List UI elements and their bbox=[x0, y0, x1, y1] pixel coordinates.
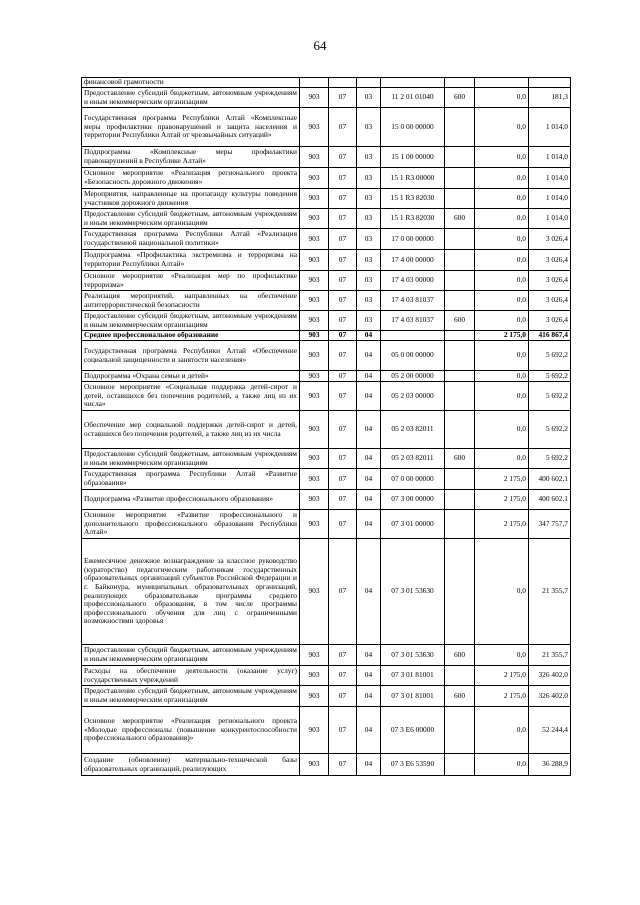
row-csr-cell: 07 3 E6 53590 bbox=[381, 754, 445, 776]
row-pr-cell: 04 bbox=[357, 490, 381, 510]
row-name-cell: финансовой грамотности bbox=[82, 78, 300, 88]
table-row bbox=[82, 291, 571, 311]
row-csr-cell: 05 2 03 82011 bbox=[381, 449, 445, 469]
row-pr-cell: 03 bbox=[357, 229, 381, 250]
row-csr-cell: 11 2 01 01040 bbox=[381, 88, 445, 108]
row-sum2-cell: 5 692,2 bbox=[529, 382, 571, 411]
row-sum2-cell: 5 692,2 bbox=[529, 449, 571, 469]
row-sum1-cell: 0,0 bbox=[475, 645, 529, 666]
row-vr-cell bbox=[445, 382, 475, 411]
table-row bbox=[82, 250, 571, 271]
row-name-cell: Подпрограмма «Профилактика экстремизма и терроризма на территории Республики Алтай» bbox=[82, 250, 300, 271]
table-row bbox=[82, 754, 571, 776]
row-pr-cell: 04 bbox=[357, 510, 381, 539]
row-sum1-cell: 0,0 bbox=[475, 291, 529, 311]
row-ved-cell: 903 bbox=[300, 754, 329, 776]
row-pr-cell: 03 bbox=[357, 291, 381, 311]
row-ved-cell: 903 bbox=[300, 382, 329, 411]
row-sum2-cell: 3 026,4 bbox=[529, 271, 571, 291]
row-rz-cell: 07 bbox=[329, 229, 357, 250]
row-vr-cell: 600 bbox=[445, 209, 475, 229]
table-row bbox=[82, 168, 571, 189]
row-ved-cell: 903 bbox=[300, 707, 329, 754]
row-pr-cell: 04 bbox=[357, 686, 381, 707]
row-sum2-cell: 347 757,7 bbox=[529, 510, 571, 539]
row-rz-cell: 07 bbox=[329, 209, 357, 229]
row-name-cell: Подпрограмма «Развитие профессионального образования» bbox=[82, 490, 300, 510]
row-pr-cell: 03 bbox=[357, 271, 381, 291]
row-rz-cell: 07 bbox=[329, 449, 357, 469]
row-vr-cell bbox=[445, 539, 475, 645]
row-ved-cell: 903 bbox=[300, 666, 329, 686]
row-rz-cell: 07 bbox=[329, 147, 357, 168]
row-pr-cell: 04 bbox=[357, 371, 381, 382]
row-name-cell: Расходы на обеспечение деятельности (оказание услуг) государственных учреждений bbox=[82, 666, 300, 686]
row-pr-cell: 03 bbox=[357, 189, 381, 209]
row-csr-cell: 05 2 00 00000 bbox=[381, 371, 445, 382]
row-vr-cell bbox=[445, 510, 475, 539]
row-ved-cell: 903 bbox=[300, 331, 329, 341]
row-rz-cell: 07 bbox=[329, 686, 357, 707]
row-sum1-cell: 2 175,0 bbox=[475, 666, 529, 686]
row-sum2-cell: 416 867,4 bbox=[529, 331, 571, 341]
table-row bbox=[82, 645, 571, 666]
row-pr-cell: 04 bbox=[357, 645, 381, 666]
row-csr-cell: 07 0 00 00000 bbox=[381, 469, 445, 490]
row-sum1-cell: 0,0 bbox=[475, 88, 529, 108]
row-ved-cell: 903 bbox=[300, 645, 329, 666]
table-row bbox=[82, 147, 571, 168]
table-row bbox=[82, 331, 571, 341]
row-pr-cell: 04 bbox=[357, 754, 381, 776]
budget-table bbox=[81, 77, 571, 776]
page-number: 64 bbox=[313, 38, 327, 53]
row-sum1-cell: 2 175,0 bbox=[475, 331, 529, 341]
row-name-cell: Реализация мероприятий, направленных на обеспечение антитеррористической безопасности bbox=[82, 291, 300, 311]
budget-table-body bbox=[82, 78, 571, 776]
row-csr-cell: 07 3 01 81001 bbox=[381, 666, 445, 686]
row-name-cell: Основное мероприятие «Реализация мер по профилактике терроризма» bbox=[82, 271, 300, 291]
row-vr-cell bbox=[445, 229, 475, 250]
row-ved-cell: 903 bbox=[300, 108, 329, 147]
row-sum1-cell: 0,0 bbox=[475, 754, 529, 776]
row-csr-cell: 05 2 03 00000 bbox=[381, 382, 445, 411]
row-sum2-cell: 5 692,2 bbox=[529, 371, 571, 382]
row-name-cell: Основное мероприятие «Развитие профессионального и дополнительного профессионального образования Республики Алтай» bbox=[82, 510, 300, 539]
table-row bbox=[82, 686, 571, 707]
row-sum1-cell: 0,0 bbox=[475, 707, 529, 754]
row-sum1-cell: 0,0 bbox=[475, 229, 529, 250]
row-sum2-cell: 400 602,1 bbox=[529, 469, 571, 490]
row-sum2-cell: 400 602,1 bbox=[529, 490, 571, 510]
row-sum2-cell: 1 014,0 bbox=[529, 209, 571, 229]
row-name-cell: Предоставление субсидий бюджетным, автономным учреждениям и иным некоммерческим организациям bbox=[82, 645, 300, 666]
row-csr-cell: 15 1 R3 82030 bbox=[381, 209, 445, 229]
row-ved-cell: 903 bbox=[300, 189, 329, 209]
row-csr-cell: 15 1 R3 82030 bbox=[381, 189, 445, 209]
row-sum1-cell: 0,0 bbox=[475, 539, 529, 645]
row-rz-cell: 07 bbox=[329, 311, 357, 331]
row-name-cell: Ежемесячное денежное вознаграждение за классное руководство (кураторство) педагогическим работникам государственных образовательных организаций субъектов Российской Федерации и г. Байконура, муниципальных образовательных организаций, реализующих образовательные программы среднего профессионального образования, в том числе программы профессионального обучения для лиц с ограниченными возможностями здоровья bbox=[82, 539, 300, 645]
row-pr-cell: 04 bbox=[357, 469, 381, 490]
row-vr-cell: 600 bbox=[445, 449, 475, 469]
row-rz-cell: 07 bbox=[329, 371, 357, 382]
row-ved-cell bbox=[300, 78, 329, 88]
table-row bbox=[82, 209, 571, 229]
row-ved-cell: 903 bbox=[300, 88, 329, 108]
row-sum2-cell: 3 026,4 bbox=[529, 311, 571, 331]
row-name-cell: Создание (обновление) материально-технической базы образовательных организаций, реализующих bbox=[82, 754, 300, 776]
row-pr-cell bbox=[357, 78, 381, 88]
row-name-cell: Подпрограмма «Охрана семьи и детей» bbox=[82, 371, 300, 382]
row-sum1-cell: 0,0 bbox=[475, 147, 529, 168]
row-sum2-cell: 52 244,4 bbox=[529, 707, 571, 754]
table-row bbox=[82, 88, 571, 108]
row-sum2-cell: 326 402,0 bbox=[529, 666, 571, 686]
row-csr-cell: 07 3 01 81001 bbox=[381, 686, 445, 707]
row-name-cell: Основное мероприятие «Реализация регионального проекта «Молодые профессионалы (повышение конкурентоспособности профессионального образования)» bbox=[82, 707, 300, 754]
row-sum1-cell: 0,0 bbox=[475, 250, 529, 271]
row-name-cell: Среднее профессиональное образование bbox=[82, 331, 300, 341]
row-pr-cell: 03 bbox=[357, 108, 381, 147]
row-rz-cell bbox=[329, 78, 357, 88]
row-ved-cell: 903 bbox=[300, 291, 329, 311]
row-vr-cell: 600 bbox=[445, 311, 475, 331]
row-csr-cell: 07 3 E6 00000 bbox=[381, 707, 445, 754]
row-vr-cell bbox=[445, 168, 475, 189]
row-sum2-cell: 1 014,0 bbox=[529, 147, 571, 168]
row-vr-cell bbox=[445, 371, 475, 382]
row-name-cell: Государственная программа Республики Алтай «Реализация государственной национальной политики» bbox=[82, 229, 300, 250]
row-name-cell: Предоставление субсидий бюджетным, автономным учреждениям и иным некоммерческим организациям bbox=[82, 209, 300, 229]
row-sum1-cell: 0,0 bbox=[475, 341, 529, 371]
table-row bbox=[82, 229, 571, 250]
row-vr-cell bbox=[445, 250, 475, 271]
row-pr-cell: 04 bbox=[357, 449, 381, 469]
row-csr-cell: 17 0 00 00000 bbox=[381, 229, 445, 250]
table-row bbox=[82, 666, 571, 686]
row-ved-cell: 903 bbox=[300, 168, 329, 189]
row-vr-cell bbox=[445, 490, 475, 510]
row-vr-cell bbox=[445, 108, 475, 147]
row-sum2-cell: 3 026,4 bbox=[529, 229, 571, 250]
row-sum1-cell: 0,0 bbox=[475, 271, 529, 291]
table-row bbox=[82, 341, 571, 371]
row-name-cell: Мероприятия, направленные на пропаганду культуры поведения участников дорожного движения bbox=[82, 189, 300, 209]
row-sum1-cell: 2 175,0 bbox=[475, 469, 529, 490]
row-vr-cell bbox=[445, 291, 475, 311]
row-vr-cell: 600 bbox=[445, 686, 475, 707]
row-name-cell: Предоставление субсидий бюджетным, автономным учреждениям и иным некоммерческим организациям bbox=[82, 686, 300, 707]
row-name-cell: Государственная программа Республики Алтай «Комплексные меры профилактики правонарушений и защита населения и территории Республики Алтай от чрезвычайных ситуаций» bbox=[82, 108, 300, 147]
row-sum1-cell: 0,0 bbox=[475, 449, 529, 469]
row-pr-cell: 04 bbox=[357, 539, 381, 645]
row-sum2-cell bbox=[529, 78, 571, 88]
row-csr-cell bbox=[381, 78, 445, 88]
table-row bbox=[82, 78, 571, 88]
table-row bbox=[82, 449, 571, 469]
row-csr-cell: 07 3 01 53630 bbox=[381, 645, 445, 666]
table-row bbox=[82, 411, 571, 449]
row-vr-cell: 600 bbox=[445, 88, 475, 108]
row-vr-cell bbox=[445, 331, 475, 341]
row-sum1-cell bbox=[475, 78, 529, 88]
row-vr-cell bbox=[445, 754, 475, 776]
row-pr-cell: 04 bbox=[357, 666, 381, 686]
row-sum2-cell: 5 692,2 bbox=[529, 341, 571, 371]
row-ved-cell: 903 bbox=[300, 510, 329, 539]
row-name-cell: Обеспечение мер социальной поддержки детей-сирот и детей, оставшихся без попечения родителей, а также лиц из их числа bbox=[82, 411, 300, 449]
row-pr-cell: 03 bbox=[357, 311, 381, 331]
table-row bbox=[82, 108, 571, 147]
row-sum2-cell: 5 692,2 bbox=[529, 411, 571, 449]
row-pr-cell: 03 bbox=[357, 88, 381, 108]
row-rz-cell: 07 bbox=[329, 490, 357, 510]
row-ved-cell: 903 bbox=[300, 341, 329, 371]
row-name-cell: Основное мероприятие «Реализация регионального проекта «Безопасность дорожного движения» bbox=[82, 168, 300, 189]
row-pr-cell: 04 bbox=[357, 707, 381, 754]
row-vr-cell bbox=[445, 147, 475, 168]
row-sum1-cell: 0,0 bbox=[475, 411, 529, 449]
row-name-cell: Предоставление субсидий бюджетным, автономным учреждениям и иным некоммерческим организациям bbox=[82, 449, 300, 469]
row-sum2-cell: 3 026,4 bbox=[529, 291, 571, 311]
table-row bbox=[82, 510, 571, 539]
row-sum1-cell: 2 175,0 bbox=[475, 510, 529, 539]
row-name-cell: Подпрограмма «Комплексные меры профилактики правонарушений в Республике Алтай» bbox=[82, 147, 300, 168]
row-rz-cell: 07 bbox=[329, 250, 357, 271]
table-row bbox=[82, 469, 571, 490]
row-pr-cell: 03 bbox=[357, 168, 381, 189]
row-sum2-cell: 326 402,0 bbox=[529, 686, 571, 707]
row-csr-cell: 15 0 00 00000 bbox=[381, 108, 445, 147]
row-vr-cell: 600 bbox=[445, 645, 475, 666]
row-pr-cell: 04 bbox=[357, 411, 381, 449]
row-ved-cell: 903 bbox=[300, 411, 329, 449]
table-row bbox=[82, 271, 571, 291]
row-sum2-cell: 1 014,0 bbox=[529, 168, 571, 189]
table-row bbox=[82, 382, 571, 411]
row-sum1-cell: 0,0 bbox=[475, 371, 529, 382]
row-sum2-cell: 3 026,4 bbox=[529, 250, 571, 271]
row-ved-cell: 903 bbox=[300, 229, 329, 250]
row-rz-cell: 07 bbox=[329, 539, 357, 645]
row-rz-cell: 07 bbox=[329, 88, 357, 108]
row-sum2-cell: 1 014,0 bbox=[529, 108, 571, 147]
row-pr-cell: 04 bbox=[357, 331, 381, 341]
row-pr-cell: 03 bbox=[357, 209, 381, 229]
row-csr-cell: 15 1 R3 00000 bbox=[381, 168, 445, 189]
row-vr-cell bbox=[445, 707, 475, 754]
row-ved-cell: 903 bbox=[300, 686, 329, 707]
row-pr-cell: 04 bbox=[357, 382, 381, 411]
table-row bbox=[82, 490, 571, 510]
row-rz-cell: 07 bbox=[329, 189, 357, 209]
row-sum1-cell: 0,0 bbox=[475, 168, 529, 189]
row-rz-cell: 07 bbox=[329, 707, 357, 754]
row-ved-cell: 903 bbox=[300, 147, 329, 168]
row-rz-cell: 07 bbox=[329, 331, 357, 341]
row-sum1-cell: 2 175,0 bbox=[475, 686, 529, 707]
row-sum1-cell: 0,0 bbox=[475, 311, 529, 331]
row-rz-cell: 07 bbox=[329, 411, 357, 449]
row-vr-cell bbox=[445, 189, 475, 209]
row-csr-cell bbox=[381, 331, 445, 341]
row-ved-cell: 903 bbox=[300, 271, 329, 291]
row-csr-cell: 17 4 03 00000 bbox=[381, 271, 445, 291]
row-ved-cell: 903 bbox=[300, 490, 329, 510]
row-csr-cell: 07 3 00 00000 bbox=[381, 490, 445, 510]
table-row bbox=[82, 371, 571, 382]
row-vr-cell bbox=[445, 411, 475, 449]
row-vr-cell bbox=[445, 666, 475, 686]
row-pr-cell: 04 bbox=[357, 341, 381, 371]
row-csr-cell: 07 3 01 53630 bbox=[381, 539, 445, 645]
row-sum2-cell: 1 014,0 bbox=[529, 189, 571, 209]
row-vr-cell bbox=[445, 469, 475, 490]
row-ved-cell: 903 bbox=[300, 371, 329, 382]
row-rz-cell: 07 bbox=[329, 108, 357, 147]
row-rz-cell: 07 bbox=[329, 341, 357, 371]
table-row bbox=[82, 707, 571, 754]
row-name-cell: Предоставление субсидий бюджетным, автономным учреждениям и иным некоммерческим организациям bbox=[82, 88, 300, 108]
row-rz-cell: 07 bbox=[329, 271, 357, 291]
table-row bbox=[82, 539, 571, 645]
row-ved-cell: 903 bbox=[300, 449, 329, 469]
row-name-cell: Государственная программа Республики Алтай «Развитие образования» bbox=[82, 469, 300, 490]
row-sum1-cell: 0,0 bbox=[475, 209, 529, 229]
row-sum2-cell: 21 355,7 bbox=[529, 539, 571, 645]
row-pr-cell: 03 bbox=[357, 250, 381, 271]
row-sum1-cell: 0,0 bbox=[475, 382, 529, 411]
row-csr-cell: 07 3 01 00000 bbox=[381, 510, 445, 539]
table-row bbox=[82, 311, 571, 331]
row-csr-cell: 17 4 03 81037 bbox=[381, 311, 445, 331]
row-ved-cell: 903 bbox=[300, 539, 329, 645]
row-rz-cell: 07 bbox=[329, 469, 357, 490]
row-sum2-cell: 21 355,7 bbox=[529, 645, 571, 666]
row-ved-cell: 903 bbox=[300, 250, 329, 271]
row-rz-cell: 07 bbox=[329, 666, 357, 686]
row-name-cell: Государственная программа Республики Алтай «Обеспечение социальной защищенности и занятости населения» bbox=[82, 341, 300, 371]
row-csr-cell: 15 1 00 00000 bbox=[381, 147, 445, 168]
row-pr-cell: 03 bbox=[357, 147, 381, 168]
row-rz-cell: 07 bbox=[329, 645, 357, 666]
row-sum2-cell: 181,3 bbox=[529, 88, 571, 108]
row-csr-cell: 05 0 00 00000 bbox=[381, 341, 445, 371]
row-rz-cell: 07 bbox=[329, 382, 357, 411]
row-ved-cell: 903 bbox=[300, 311, 329, 331]
row-sum1-cell: 0,0 bbox=[475, 108, 529, 147]
row-ved-cell: 903 bbox=[300, 209, 329, 229]
row-vr-cell bbox=[445, 271, 475, 291]
row-sum1-cell: 2 175,0 bbox=[475, 490, 529, 510]
row-rz-cell: 07 bbox=[329, 754, 357, 776]
table-row bbox=[82, 189, 571, 209]
row-name-cell: Предоставление субсидий бюджетным, автономным учреждениям и иным некоммерческим организациям bbox=[82, 311, 300, 331]
row-vr-cell bbox=[445, 341, 475, 371]
row-ved-cell: 903 bbox=[300, 469, 329, 490]
row-name-cell: Основное мероприятие «Социальная поддержка детей-сирот и детей, оставшихся без попечения родителей, а также лиц из их числа» bbox=[82, 382, 300, 411]
row-sum1-cell: 0,0 bbox=[475, 189, 529, 209]
row-vr-cell bbox=[445, 78, 475, 88]
row-rz-cell: 07 bbox=[329, 291, 357, 311]
row-csr-cell: 17 4 03 81037 bbox=[381, 291, 445, 311]
row-rz-cell: 07 bbox=[329, 168, 357, 189]
row-rz-cell: 07 bbox=[329, 510, 357, 539]
row-csr-cell: 17 4 00 00000 bbox=[381, 250, 445, 271]
row-csr-cell: 05 2 03 82011 bbox=[381, 411, 445, 449]
row-sum2-cell: 36 288,9 bbox=[529, 754, 571, 776]
